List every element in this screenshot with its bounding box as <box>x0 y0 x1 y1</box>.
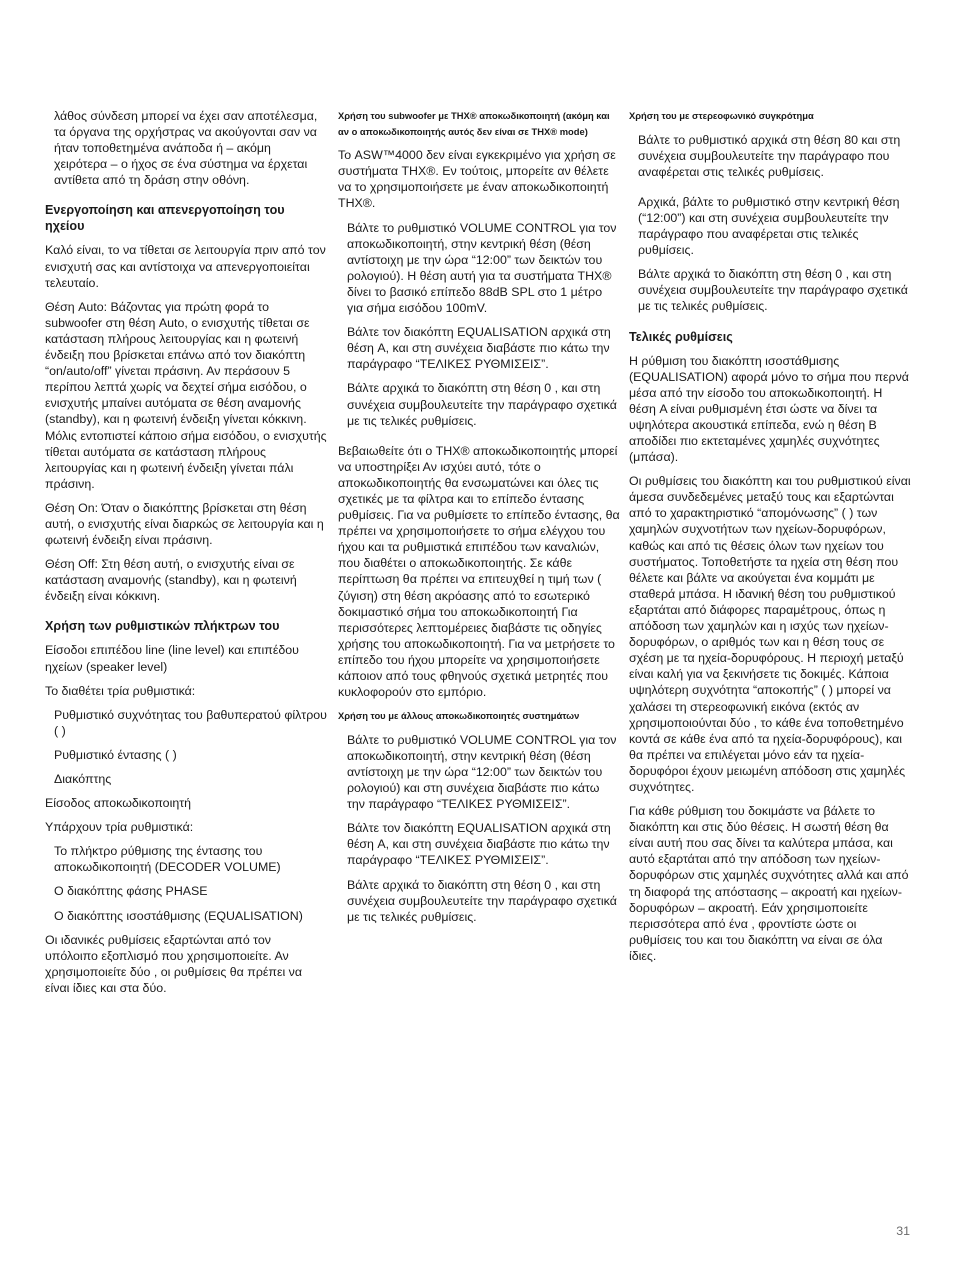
paragraph-three-controls-decoder: Υπάρχουν τρία ρυθμιστικά: <box>45 820 194 835</box>
paragraph-inputs: Είσοδοι επιπέδου line (line level) και επιπέδου ηχείων (speaker level) <box>45 643 299 674</box>
paragraph-thx-note: Το ASW™4000 δεν είναι εγκεκριμένο για χρήση σε συστήματα THX®. Εν τούτοις, μπορείτε αν θέλετε να το χρησιμοποιήσετε με έναν αποκωδικοποιητή THX®. <box>338 148 616 211</box>
paragraph-three-controls: Το διαθέτει τρία ρυθμιστικά: <box>45 683 196 698</box>
list-item-phase: Ο διακόπτης φάσης PHASE <box>54 884 208 899</box>
heading-use-of-controls: Χρήση των ρυθμιστικών πλήκτρων του <box>45 619 280 634</box>
list-item-switch-zero-stereo: Βάλτε αρχικά το διακόπτη στη θέση 0 , και στη συνέχεια συμβουλευτείτε την παράγραφο σχετικά με τις τελικές ρυθμίσεις. <box>638 267 908 314</box>
paragraph-intro: λάθος σύνδεση μπορεί να έχει σαν αποτέλεσμα, τα όργανα της ορχήστρας να ακούγονται σαν να ήταν τοποθετημένα ανάποδα ή – ακόμη χειρότερα – ο ήχος σε ένα σύστημα να έρχεται αντίθετα από τη δράση στην οθόνη. <box>54 109 318 188</box>
list-item-switch-zero-other: Βάλτε αρχικά το διακόπτη στη θέση 0 , και στη συνέχεια συμβουλευτείτε την παράγραφο σχετικά με τις τελικές ρυθμίσεις. <box>347 877 617 924</box>
list-item-equalisation: Ο διακόπτης ισοστάθμισης (EQUALISATION) <box>54 908 303 923</box>
paragraph-ideal-settings: Οι ιδανικές ρυθμίσεις εξαρτώνται από τον υπόλοιπο εξοπλισμό που χρησιμοποιείτε. Αν χρησιμοποιείτε δύο , οι ρυθμίσεις θα πρέπει να είναι ίδιες και στα δύο. <box>45 932 303 995</box>
paragraph-on-mode: Θέση On: Όταν ο διακόπτης βρίσκεται στη θέση αυτή, ο ενισχυτής είναι διαρκώς σε λειτουργία και η φωτεινή ένδειξη είναι πράσινη. <box>45 500 324 548</box>
paragraph-thx-support: Βεβαιωθείτε ότι ο THX® αποκωδικοποιητής μπορεί να υποστηρίξει Αν ισχύει αυτό, τότε ο αποκωδικοποιητής θα ενσωματώνει και όλες τις σχετικές με τα φίλτρα και το επίπεδο έντασης ρυθμίσεις. Για να ρυθμίσετε το επίπεδο έντασης, θα πρέπει να χρησιμοποιήσετε το σήμα ελέγχου του ήχου και τα ρυθμιστικά επιπέδου των καναλιών, που διαθέτει ο αποκωδικοποιητής. Σε κάθε περίπτωση θα πρέπει να επιτευχθεί η τιμή των ( ζύγιση) στη θέση ακρόασης από το εσωτερικό δοκιμαστικό σήμα του αποκωδικοποιητή Για περισσότερες λεπτομέρειες διαβάστε τις οδηγίες χρήσης του αποκωδικοποιητή. Για να μετρήσετε το επίπεδο του ήχου μπορείτε να χρησιμοποιήσετε κάποιον από τους φθηνούς σχετικά μετρητές που κυκλοφορούν στο εμπόριο. <box>338 443 620 700</box>
heading-power-on-off: Ενεργοποίηση και απενεργοποίηση του ηχείου <box>45 203 285 234</box>
paragraph-phase-setting: Για κάθε ρύθμιση του δοκιμάστε να βάλετε το διακόπτη και στις δύο θέσεις. Η σωστή θέση θα είναι αυτή που σας δίνει τα καλύτερα μπάσα, και αυτό εξαρτάται από την απόδοση των ηχείων-δορυφόρων στις χαμηλές συχνότητες αλλά και από τη διαφορά της απόστασης – ακροατή και ηχείων-δορυφόρων – ακροατή. Εάν χρησιμοποιείτε περισσότερα από ένα , φροντίστε ώστε οι ρυθμίσεις του και του διακόπτη να είναι σε όλα ίδιες. <box>629 804 909 963</box>
heading-stereo-system: Χρήση του με στερεοφωνικό συγκρότημα <box>629 110 814 121</box>
list-item-equalisation-a: Βάλτε τον διακόπτη EQUALISATION αρχικά στη θέση A, και στη συνέχεια διαβάστε πιο κάτω την παράγραφο “ΤΕΛΙΚΕΣ ΡΥΘΜΙΣΕΙΣ”. <box>347 325 611 372</box>
list-item-switch-zero: Βάλτε αρχικά το διακόπτη στη θέση 0 , και στη συνέχεια συμβουλευτείτε την παράγραφο σχετικά με τις τελικές ρυθμίσεις. <box>347 381 617 428</box>
list-item-decoder-volume: Το πλήκτρο ρύθμισης της έντασης του αποκωδικοποιητή (DECODER VOLUME) <box>54 844 281 875</box>
paragraph-crossover-setting: Οι ρυθμίσεις του διακόπτη και του ρυθμιστικού είναι άμεσα συνδεδεμένες μεταξύ τους και εξαρτώνται από το χαρακτηριστικό “απομόνωσης” ( ) των χαμηλών συχνοτήτων των ηχείων-δορυφόρων, καθώς και από τις θέσεις όλων των ηχείων του συστήματος. Τοποθετήστε τα ηχεία στη θέση που θέλετε και βάλτε να ακούγεται ένα κομμάτι με σταθερά μπάσα. Η ιδανική θέση του ρυθμιστικού εξαρτάται από διάφορες παραμέτρους, όπως η απόδοση των χαμηλών και η ισχύς των ηχείων-δορυφόρων, ο αριθμός των και η θέση τους σε σχέση με τα ηχεία-δορυφόρους. Η περιοχή μεταξύ είναι καλή για να ξεκινήσετε τις δοκιμές. Κάποια υψηλότερη συχνότητα “αποκοπής” ( ) μπορεί να χαλάσει τη στερεοφωνική εικόνα (εκτός αν χρησιμοποιούνται δύο , το κάθε ένα τοποθετημένο κοντά σε κάθε ένα από τα ηχεία-δορυφόρους), και θα πρέπει να επιλέγεται μόνο εάν τα ηχεία-δορυφόροι έχουν μειωμένη απόδοση στις χαμηλές συχνότητες. <box>629 474 911 794</box>
page-number: 31 <box>896 1224 910 1238</box>
list-item-switch: Διακόπτης <box>54 772 112 786</box>
paragraph-equalisation-setting: Η ρύθμιση του διακόπτη ισοστάθμισης (EQUALISATION) αφορά μόνο το σήμα που περνά μέσα από την είσοδο του αποκωδικοποιητή. Η θέση A είναι ρυθμισμένη έτσι ώστε να δίνει τα υψηλότερα ακουστικά επίπεδα, ενώ η θέση B αποδίδει πιο εκτεταμένες χαμηλές συχνότητες (μπάσα). <box>629 353 909 465</box>
column-middle <box>338 108 620 933</box>
paragraph-decoder-input: Είσοδος αποκωδικοποιητή <box>45 796 192 811</box>
heading-other-decoders: Χρήση του με άλλους αποκωδικοποιητές συστημάτων <box>338 710 580 722</box>
column-left <box>45 108 327 1004</box>
paragraph-power-intro: Καλό είναι, το να τίθεται σε λειτουργία πριν από τον ενισχυτή σας και αντίστοιχα να απενεργοποιείται τελευταίο. <box>45 243 326 290</box>
list-item-volume: Ρυθμιστικό έντασης ( ) <box>54 747 177 762</box>
list-item-volume-control: Βάλτε το ρυθμιστικό VOLUME CONTROL για τον αποκωδικοποιητή, στην κεντρική θέση (θέση αντίστοιχη με την ώρα “12:00” των δεικτών του ρολογιού). Η θέση αυτή για τα συστήματα THX® δίνει το βασικό επίπεδο 88dB SPL στο 1 μέτρο για σήμα εισόδου 100mV. <box>347 220 617 316</box>
list-item-volume-control-other: Βάλτε το ρυθμιστικό VOLUME CONTROL για τον αποκωδικοποιητή, στην κεντρική θέση (θέση αντίστοιχη με την ώρα “12:00” των δεικτών του ρολογιού) και στη συνέχεια διαβάστε πιο κάτω την παράγραφο “ΤΕΛΙΚΕΣ ΡΥΘΜΙΣΕΙΣ”. <box>347 732 617 812</box>
list-item-equalisation-a-other: Βάλτε τον διακόπτη EQUALISATION αρχικά στη θέση A, και στη συνέχεια διαβάστε πιο κάτω την παράγραφο “ΤΕΛΙΚΕΣ ΡΥΘΜΙΣΕΙΣ”. <box>347 821 611 868</box>
list-item-lowpass: Ρυθμιστικό συχνότητας του βαθυπερατού φίλτρου ( ) <box>54 707 327 738</box>
list-item-crossover-80: Βάλτε το ρυθμιστικό αρχικά στη θέση 80 και στη συνέχεια συμβουλευτείτε την παράγραφο που αναφέρεται στις τελικές ρυθμίσεις. <box>638 132 901 179</box>
heading-thx-decoder: Χρήση του subwoofer με THX® αποκωδικοποιητή (ακόμη και αν ο αποκωδικοποιητής αυτός δεν είναι σε THX® mode) <box>338 110 610 137</box>
column-right <box>629 108 911 972</box>
paragraph-off-mode: Θέση Off: Στη θέση αυτή, ο ενισχυτής είναι σε κατάσταση αναμονής (standby), και η φωτεινή ένδειξη είναι κόκκινη. <box>45 557 297 604</box>
paragraph-auto-mode: Θέση Auto: Βάζοντας για πρώτη φορά το subwoofer στη θέση Auto, ο ενισχυτής τίθεται σε κατάσταση πλήρους λειτουργίας και η φωτεινή ένδειξη που βρίσκεται επάνω από τον διακόπτη “on/auto/off” γίνεται πράσινη. Αν περάσουν 5 περίπου λεπτά χωρίς να δεχτεί σήμα εισόδου, ο ενισχυτής μπαίνει αυτόματα σε θέση αναμονής (standby), και η φωτεινή ένδειξη γίνεται κόκκινη. Μόλις εντοπιστεί κάποιο σήμα εισόδου, ο ενισχυτής τίθεται αυτόματα σε κατάσταση πλήρους λειτουργίας και η φωτεινή ένδειξη γίνεται πάλι πράσινη. <box>45 299 327 491</box>
list-item-center-position: Αρχικά, βάλτε το ρυθμιστικό στην κεντρική θέση (“12:00”) και στη συνέχεια συμβουλευτείτε την παράγραφο που αναφέρεται στις τελικές ρυθμίσεις. <box>638 194 900 258</box>
heading-final-settings: Τελικές ρυθμίσεις <box>629 329 733 344</box>
